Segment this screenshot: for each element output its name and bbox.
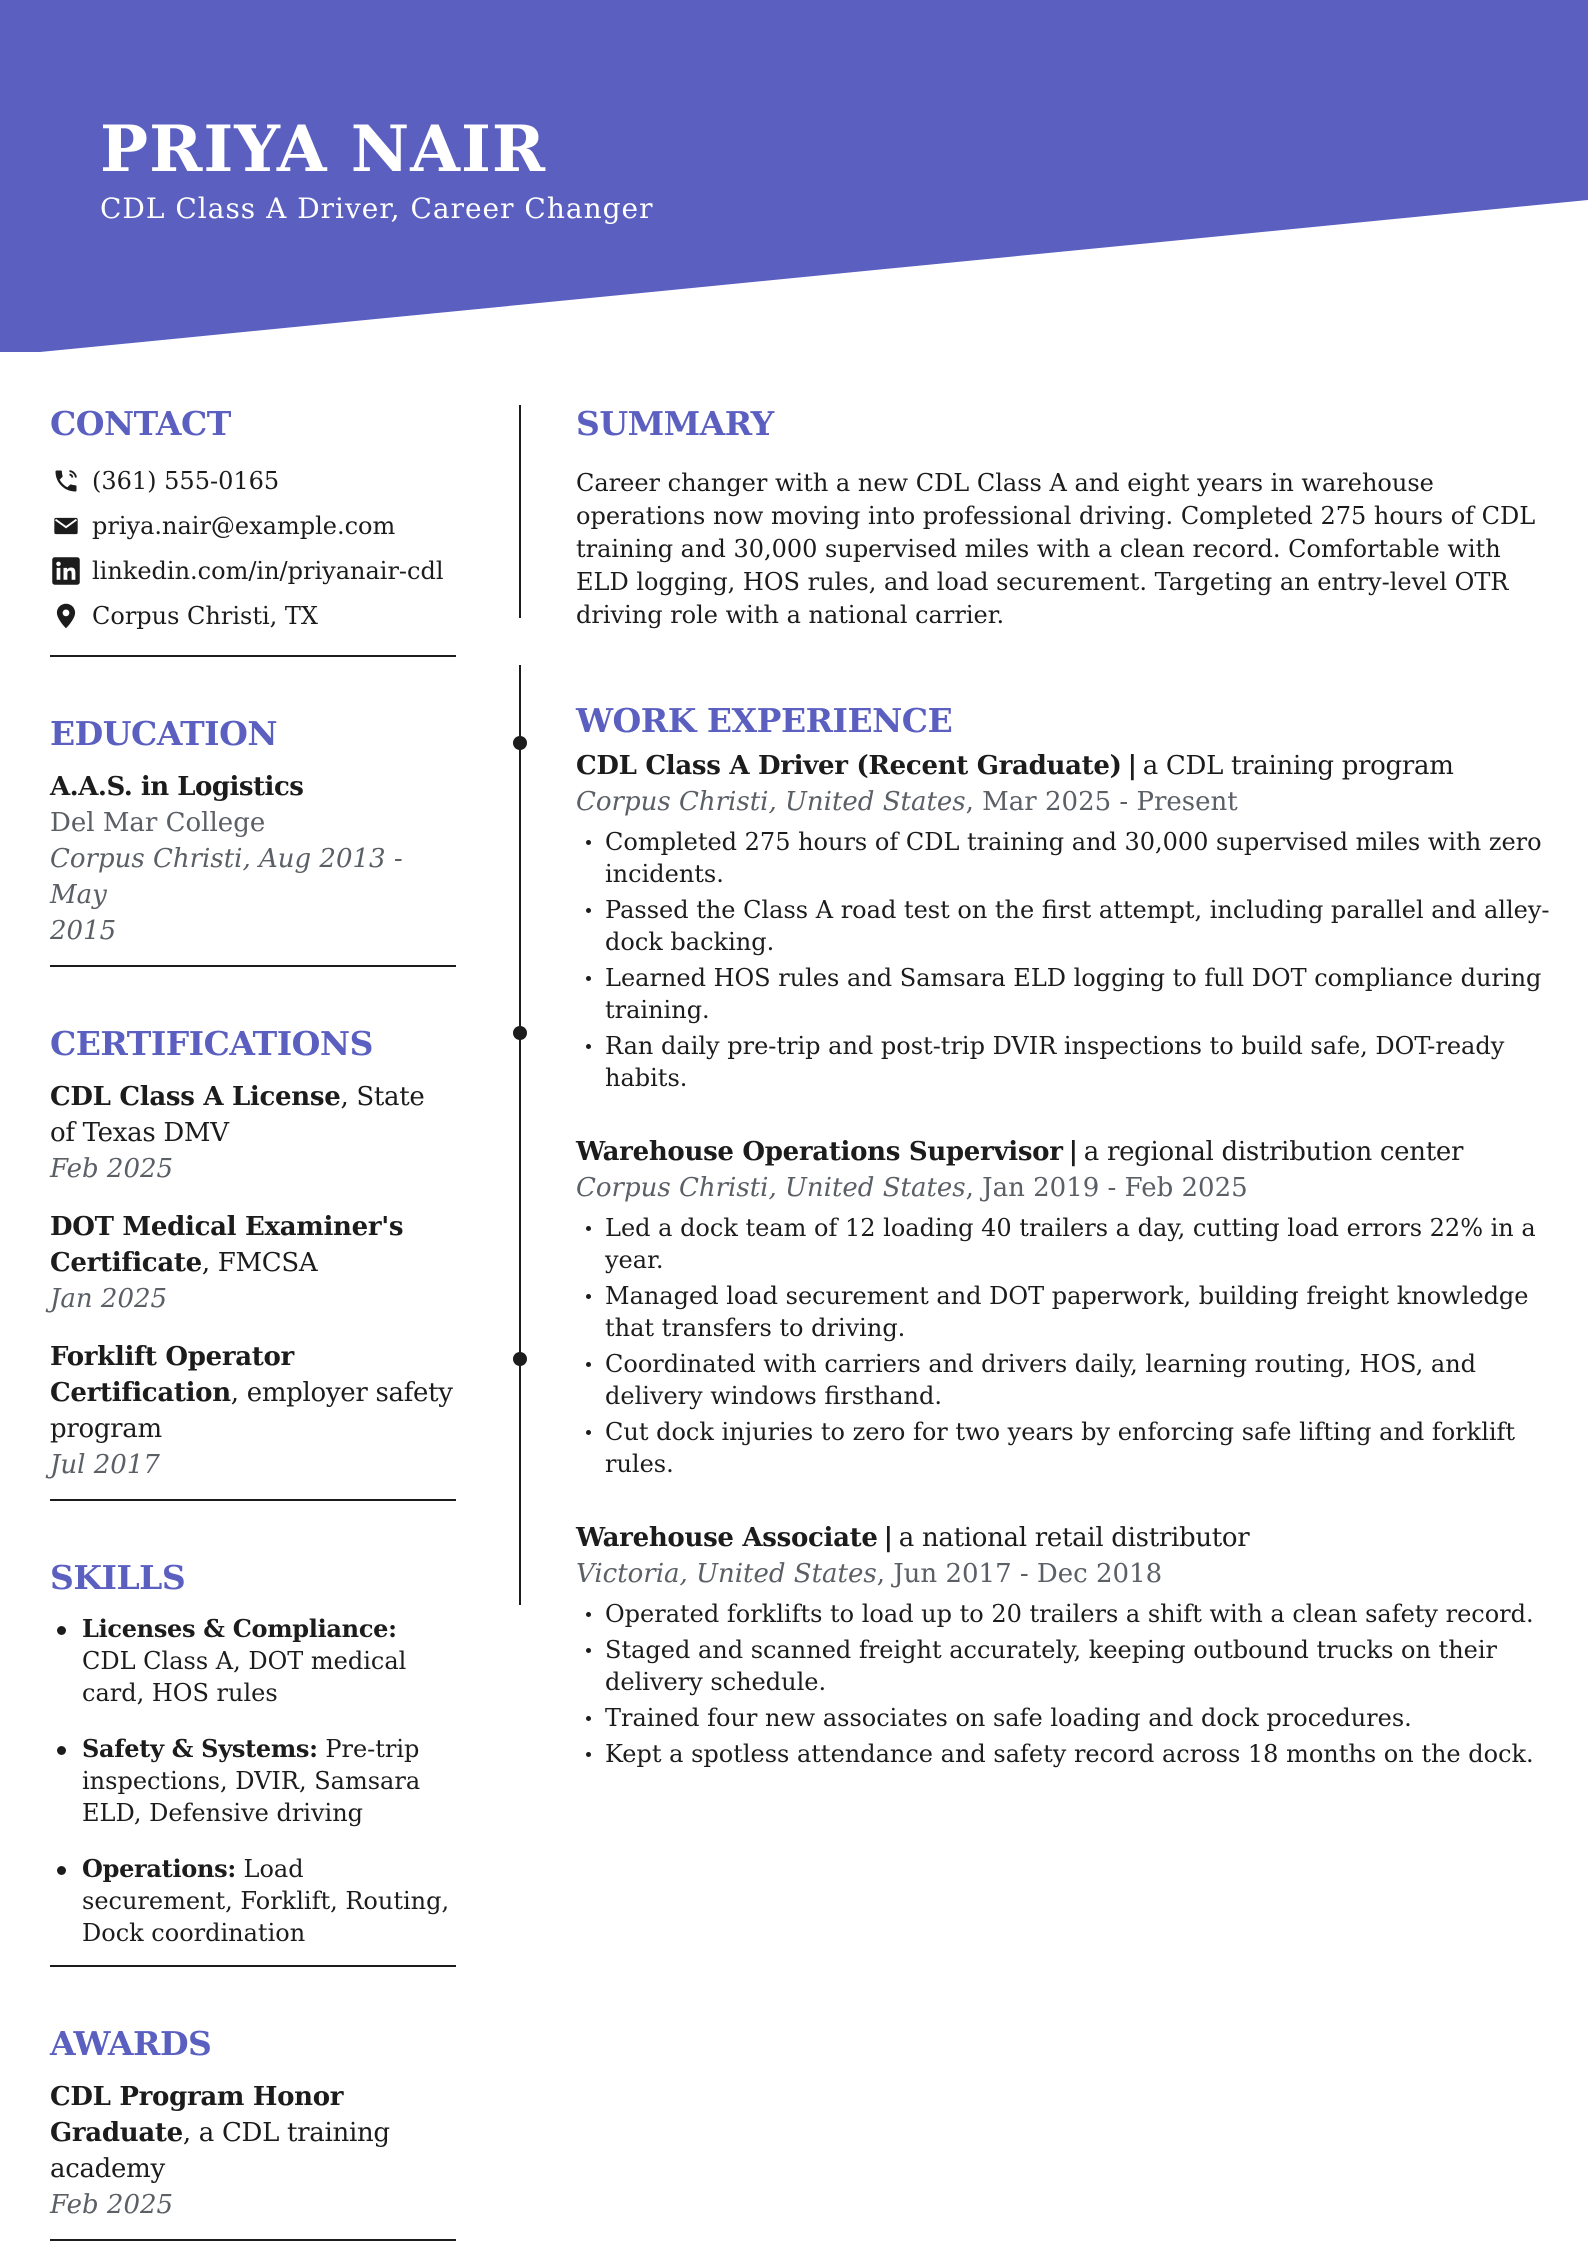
job-bullet: Staged and scanned freight accurately, keeping outbound trucks on their delivery schedule. bbox=[605, 1634, 1551, 1698]
job-bullets bbox=[576, 1212, 1551, 1480]
education-meta-line2: 2015 bbox=[50, 915, 117, 946]
section-title-contact: CONTACT bbox=[50, 404, 231, 443]
contact-email-text: priya.nair@example.com bbox=[92, 512, 396, 541]
summary-section bbox=[576, 405, 1551, 632]
education-location-dates bbox=[50, 841, 456, 949]
certification-item bbox=[50, 1079, 456, 1187]
section-title-skills: SKILLS bbox=[50, 1557, 186, 1597]
job-bullet: Led a dock team of 12 loading 40 trailers a day, cutting load errors 22% in a year. bbox=[605, 1212, 1551, 1276]
right-column bbox=[576, 405, 1551, 1774]
job-bullet: Operated forklifts to load up to 20 trailers a shift with a clean safety record. bbox=[605, 1598, 1551, 1630]
certification-name: CDL Class A License bbox=[50, 1081, 341, 1112]
job-bullet: Completed 275 hours of CDL training and 30,000 supervised miles with zero incidents. bbox=[605, 826, 1551, 890]
contact-location-text: Corpus Christi, TX bbox=[92, 602, 319, 631]
location-pin-icon bbox=[50, 600, 82, 632]
section-title-certifications: CERTIFICATIONS bbox=[50, 1023, 373, 1063]
job-bullet: Learned HOS rules and Samsara ELD logging to full DOT compliance during training. bbox=[605, 962, 1551, 1026]
linkedin-icon bbox=[50, 555, 82, 587]
job-dates: , Jan 2019 - Feb 2025 bbox=[965, 1172, 1248, 1203]
envelope-icon bbox=[50, 510, 82, 542]
timeline-dot bbox=[513, 1352, 527, 1366]
skill-item bbox=[82, 1733, 456, 1829]
education-degree: A.A.S. in Logistics bbox=[50, 771, 304, 802]
left-column bbox=[50, 405, 456, 2241]
candidate-name: PRIYA NAIR bbox=[100, 112, 547, 187]
summary-text: Career changer with a new CDL Class A and eight years in warehouse operations now moving into professional driving. Completed 275 hours of CDL training and 30,000 supervised miles with a clean record. Comfortable with ELD logging, HOS rules, and load securement. Targeting an entry-level OTR driving role with a national carrier. bbox=[576, 468, 1536, 629]
job-entry bbox=[576, 748, 1551, 1094]
job-employer: a national retail distributor bbox=[898, 1522, 1250, 1553]
education-school: Del Mar College bbox=[50, 807, 266, 838]
contact-email[interactable] bbox=[50, 504, 456, 549]
job-separator: | bbox=[1068, 1136, 1078, 1167]
job-title: CDL Class A Driver (Recent Graduate) bbox=[576, 750, 1122, 781]
section-title-work-experience: WORK EXPERIENCE bbox=[576, 700, 953, 740]
contact-phone[interactable] bbox=[50, 459, 456, 504]
certification-date: Feb 2025 bbox=[50, 1153, 174, 1184]
awards-section bbox=[50, 2025, 456, 2241]
job-bullet: Kept a spotless attendance and safety record across 18 months on the dock. bbox=[605, 1738, 1551, 1770]
certifications-section bbox=[50, 1025, 456, 1501]
timeline-dot bbox=[513, 1026, 527, 1040]
skill-values: Pre-trip inspections, DVIR, Samsara ELD, Defensive driving bbox=[82, 1734, 421, 1827]
skill-category: Licenses & Compliance: bbox=[82, 1613, 397, 1643]
skills-section bbox=[50, 1559, 456, 1967]
contact-linkedin-text: linkedin.com/in/priyanair-cdl bbox=[92, 557, 444, 586]
section-title-awards: AWARDS bbox=[50, 2023, 212, 2063]
job-bullets bbox=[576, 826, 1551, 1094]
job-employer: a CDL training program bbox=[1142, 750, 1454, 781]
job-separator: | bbox=[883, 1522, 893, 1553]
job-location: Victoria, United States bbox=[576, 1558, 877, 1589]
skills-list bbox=[50, 1613, 456, 1949]
certification-issuer: , State of Texas DMV bbox=[50, 1081, 425, 1148]
section-title-summary: SUMMARY bbox=[576, 404, 774, 443]
certification-date: Jul 2017 bbox=[50, 1449, 160, 1480]
certification-item bbox=[50, 1209, 456, 1317]
job-bullet: Coordinated with carriers and drivers daily, learning routing, HOS, and delivery windows firsthand. bbox=[605, 1348, 1551, 1412]
job-bullets bbox=[576, 1598, 1551, 1770]
award-name: CDL Program Honor Graduate bbox=[50, 2081, 344, 2148]
contact-linkedin[interactable] bbox=[50, 549, 456, 594]
skill-values: Load securement, Forklift, Routing, Dock coordination bbox=[82, 1854, 450, 1947]
section-title-education: EDUCATION bbox=[50, 713, 278, 753]
award-date: Feb 2025 bbox=[50, 2189, 174, 2220]
award-org: , a CDL training academy bbox=[50, 2117, 390, 2184]
job-entry bbox=[576, 1520, 1551, 1770]
job-employer: a regional distribution center bbox=[1083, 1136, 1464, 1167]
skill-category: Operations: bbox=[82, 1853, 236, 1883]
certification-date: Jan 2025 bbox=[50, 1283, 168, 1314]
experience-timeline-line bbox=[519, 665, 521, 1605]
job-location: Corpus Christi, United States bbox=[576, 786, 966, 817]
contact-phone-text: (361) 555-0165 bbox=[92, 467, 280, 496]
job-dates: , Mar 2025 - Present bbox=[965, 786, 1238, 817]
phone-icon bbox=[50, 465, 82, 497]
job-bullet: Passed the Class A road test on the first attempt, including parallel and alley-dock backing. bbox=[605, 895, 1550, 956]
job-separator: | bbox=[1127, 750, 1137, 781]
job-bullet: Cut dock injuries to zero for two years by enforcing safe lifting and forklift rules. bbox=[605, 1416, 1551, 1480]
job-title: Warehouse Operations Supervisor bbox=[576, 1136, 1063, 1167]
education-meta-line1: Corpus Christi, Aug 2013 - May bbox=[50, 843, 403, 910]
certification-name: Forklift Operator Certification bbox=[50, 1341, 294, 1408]
job-bullet: Ran daily pre-trip and post-trip DVIR inspections to build safe, DOT-ready habits. bbox=[605, 1030, 1551, 1094]
job-entry bbox=[576, 1134, 1551, 1480]
contact-location bbox=[50, 594, 456, 639]
work-experience-section bbox=[576, 702, 1551, 1770]
certification-issuer: , FMCSA bbox=[201, 1247, 318, 1278]
job-bullet: Managed load securement and DOT paperwork, building freight knowledge that transfers to driving. bbox=[605, 1280, 1551, 1344]
candidate-subtitle: CDL Class A Driver, Career Changer bbox=[100, 192, 654, 225]
certification-issuer: , employer safety program bbox=[50, 1377, 453, 1444]
certification-item bbox=[50, 1339, 456, 1483]
summary-divider-line bbox=[519, 405, 521, 618]
certification-name: DOT Medical Examiner's Certificate bbox=[50, 1211, 404, 1278]
job-dates: , Jun 2017 - Dec 2018 bbox=[876, 1558, 1163, 1589]
contact-section bbox=[50, 405, 456, 657]
skill-item bbox=[82, 1853, 456, 1949]
skill-category: Safety & Systems: bbox=[82, 1733, 318, 1763]
skill-values: CDL Class A, DOT medical card, HOS rules bbox=[82, 1646, 407, 1707]
skill-item bbox=[82, 1613, 456, 1709]
job-location: Corpus Christi, United States bbox=[576, 1172, 966, 1203]
education-section bbox=[50, 715, 456, 967]
job-title: Warehouse Associate bbox=[576, 1522, 878, 1553]
job-bullet: Trained four new associates on safe loading and dock procedures. bbox=[605, 1702, 1551, 1734]
timeline-dot bbox=[513, 736, 527, 750]
award-item bbox=[50, 2079, 456, 2187]
